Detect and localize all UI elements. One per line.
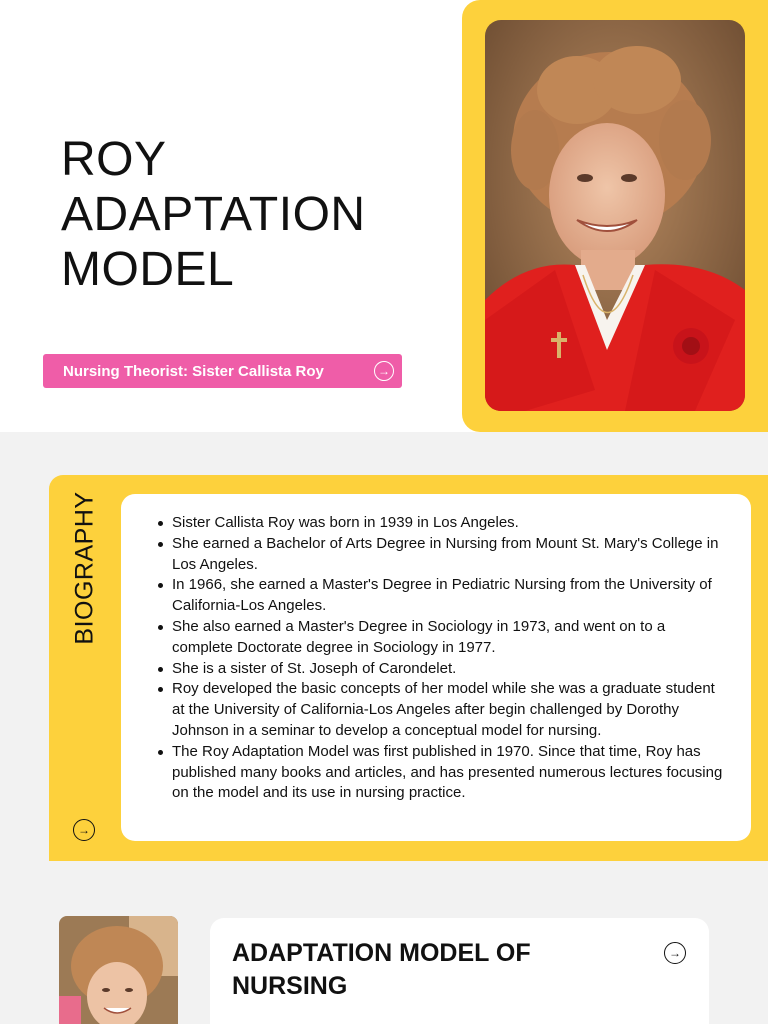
list-item: In 1966, she earned a Master's Degree in Pediatric Nursing from the University of California-Los Angeles. — [153, 575, 727, 617]
biography-heading: BIOGRAPHY — [70, 491, 99, 645]
theorist-button-label: Nursing Theorist: Sister Callista Roy — [63, 362, 324, 380]
list-item: Sister Callista Roy was born in 1939 in Los Angeles. — [153, 513, 727, 534]
list-item: She is a sister of St. Joseph of Carondelet. — [153, 659, 727, 680]
title-line-2: ADAPTATION — [61, 188, 366, 241]
list-item: The Roy Adaptation Model was first published in 1970. Since that time, Roy has published many books and articles, and has presented numerous lectures focusing on the model and its use in nursing practice. — [153, 742, 727, 804]
model-card[interactable] — [210, 918, 709, 1024]
arrow-right-circle-icon: → — [374, 361, 394, 381]
list-item: She also earned a Master's Degree in Sociology in 1973, and went on to a complete Doctorate degree in Sociology in 1977. — [153, 617, 727, 659]
page-title — [61, 132, 401, 297]
thumbnail-image — [59, 916, 178, 1024]
biography-label — [70, 491, 99, 645]
portrait-image — [485, 20, 745, 411]
arrow-right-circle-icon[interactable]: → — [73, 819, 95, 841]
theorist-button[interactable] — [43, 354, 402, 388]
biography-list — [153, 513, 727, 804]
title-line-1: ROY — [61, 133, 167, 186]
biography-content — [121, 494, 751, 841]
model-title: ADAPTATION MODEL OF NURSING — [232, 939, 531, 1000]
portrait-thumbnail — [59, 916, 178, 1024]
title-line-3: MODEL — [61, 243, 235, 296]
list-item: Roy developed the basic concepts of her model while she was a graduate student at the University of California-Los Angeles after begin challenged by Dorothy Johnson in a seminar to develop a conceptual model for nursing. — [153, 679, 727, 741]
portrait-photo — [485, 20, 745, 411]
arrow-right-circle-icon[interactable]: → — [664, 942, 686, 964]
list-item: She earned a Bachelor of Arts Degree in Nursing from Mount St. Mary's College in Los Angeles. — [153, 534, 727, 576]
